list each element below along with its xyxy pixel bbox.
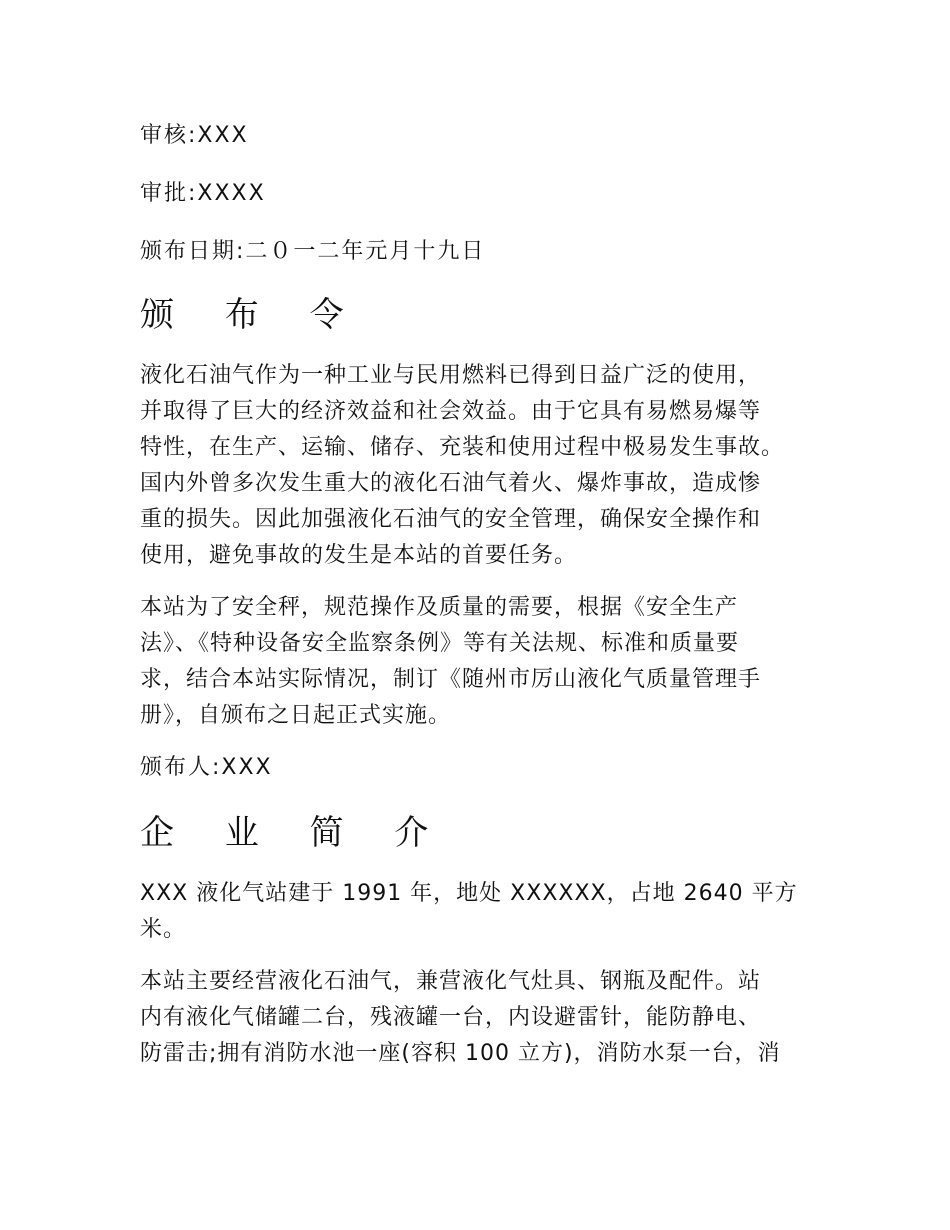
paragraph-line: 并取得了巨大的经济效益和社会效益。由于它具有易燃易爆等 — [140, 399, 762, 424]
company-intro-paragraph-2 — [140, 964, 820, 1072]
company-intro-paragraph-1 — [140, 876, 820, 948]
paragraph-line: 液化石油气作为一种工业与民用燃料已得到日益广泛的使用， — [140, 363, 762, 388]
issuer-line: 颁布人:XXX — [140, 755, 273, 780]
release-date-line: 颁布日期:二０一二年元月十九日 — [140, 239, 486, 264]
paragraph-line: 法》、《特种设备安全监察条例》等有关法规、标准和质量要 — [140, 631, 740, 656]
paragraph-line: 本站为了安全秤，规范操作及质量的需要，根据《安全生产 — [140, 595, 739, 620]
paragraph-line: 米。 — [140, 917, 187, 942]
reviewer-line: 审核:XXX — [140, 123, 249, 148]
paragraph-line: 使用，避免事故的发生是本站的首要任务。 — [140, 543, 578, 568]
approver-line: 审批:XXXX — [140, 181, 266, 206]
release-order-paragraph-2 — [140, 590, 820, 734]
paragraph-line: 内有液化气储罐二台，残液罐一台，内设避雷针，能防静电、 — [140, 1005, 762, 1030]
document-page — [140, 118, 820, 1088]
release-order-heading: 颁 布 令 — [140, 295, 364, 335]
paragraph-line: 国内外曾多次发生重大的液化石油气着火、爆炸事故，造成惨 — [140, 471, 762, 496]
paragraph-line: XXX 液化气站建于 1991 年，地处 XXXXXX，占地 2640 平方 — [140, 881, 798, 906]
paragraph-line: 重的损失。因此加强液化石油气的安全管理，确保安全操作和 — [140, 507, 762, 532]
paragraph-line: 防雷击;拥有消防水池一座(容积 100 立方)，消防水泵一台，消 — [140, 1041, 781, 1066]
paragraph-line: 本站主要经营液化石油气，兼营液化气灶具、钢瓶及配件。站 — [140, 969, 762, 994]
paragraph-line: 特性，在生产、运输、储存、充装和使用过程中极易发生事故。 — [140, 435, 785, 460]
paragraph-line: 求，结合本站实际情况，制订《随州市厉山液化气质量管理手 — [140, 667, 762, 692]
company-intro-heading: 企 业 简 介 — [140, 813, 449, 853]
paragraph-line: 册》，自颁布之日起正式实施。 — [140, 703, 452, 728]
release-order-paragraph-1 — [140, 358, 820, 574]
